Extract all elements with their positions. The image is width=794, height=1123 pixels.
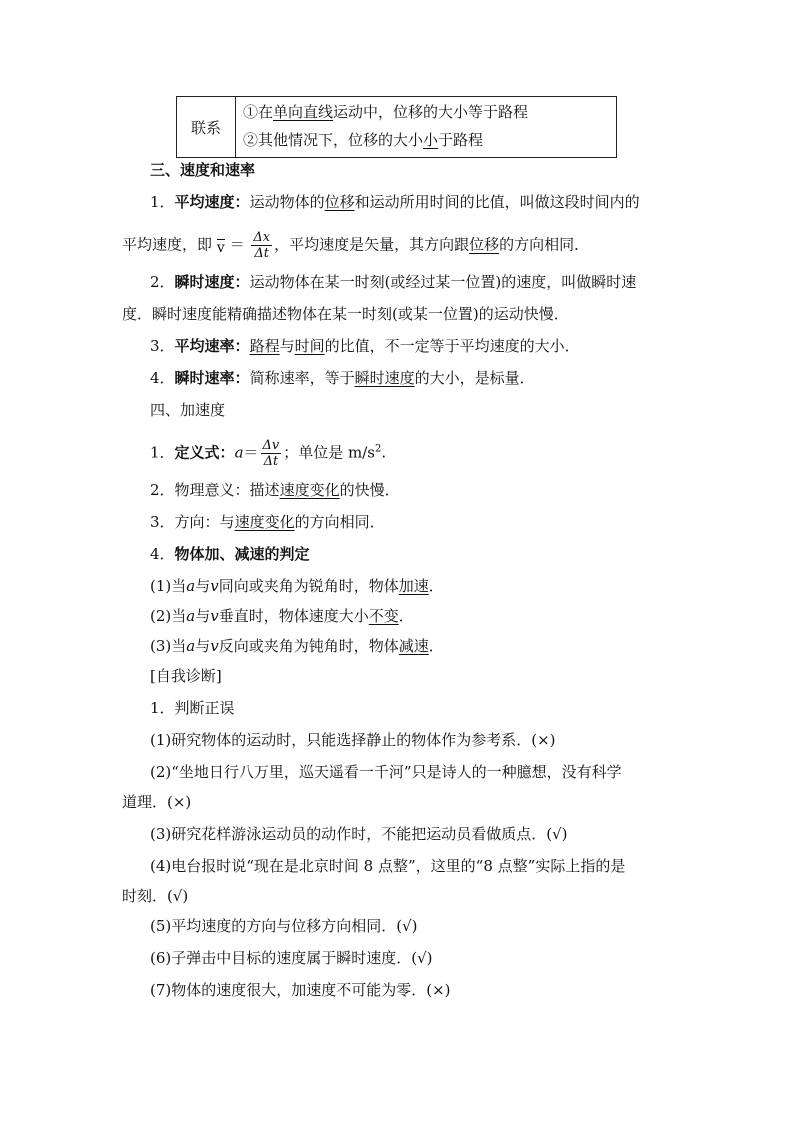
numerator: Δv — [262, 438, 280, 453]
statement-5: (5)平均速度的方向与位移方向相同．(√) — [150, 917, 418, 935]
term-label: 瞬时速度： — [174, 273, 250, 291]
acceleration-judgement-heading — [150, 544, 310, 564]
equals-sign: ＝ — [243, 443, 259, 462]
acceleration-meaning — [150, 480, 400, 500]
statement-2-line2: 道理．(×) — [122, 793, 192, 811]
v-letter: v — [216, 239, 225, 256]
item-index: 3． — [150, 513, 175, 531]
text: 的方向相同． — [294, 513, 385, 531]
paragraph-instant-speed — [150, 368, 535, 388]
underlined-text: 位移 — [469, 235, 500, 254]
text: 方向：与 — [174, 513, 235, 531]
numerator: Δx — [253, 230, 271, 245]
case-3 — [150, 636, 444, 656]
item-index: 4． — [150, 545, 175, 563]
item-index: 1． — [150, 193, 175, 211]
equals-sign: ＝ — [229, 235, 245, 254]
text: 垂直时，物体速度大小 — [218, 607, 369, 625]
statement-4-line2: 时刻．(√) — [122, 887, 189, 905]
text: 运动物体在某一时刻(或经过某一位置)的速度，叫做瞬时速 — [249, 273, 637, 291]
a-symbol: a — [186, 577, 196, 595]
section-heading-4: 四、加速度 — [150, 401, 226, 419]
table-header-cell: 联系 — [177, 97, 236, 157]
underlined-text: 加速 — [398, 577, 429, 595]
underlined-text: 小 — [423, 131, 439, 149]
term-label: 平均速率： — [174, 337, 250, 355]
text: ②其他情况下，位移的大小 — [243, 131, 424, 149]
acceleration-definition — [150, 438, 386, 469]
text: 和运动所用时间的比值，叫做这段时间内的 — [354, 193, 640, 211]
text: ①在 — [243, 103, 274, 121]
statement-7: (7)物体的速度很大，加速度不可能为零．(×) — [150, 981, 451, 999]
text: 与 — [195, 637, 211, 655]
paragraph-average-speed — [150, 336, 580, 356]
paragraph-instant-velocity-line2: 度．瞬时速度能精确描述物体在某一时刻(或某一位置)的运动快慢． — [122, 305, 569, 323]
text: ． — [428, 637, 444, 655]
denominator: Δt — [254, 246, 270, 261]
a-symbol: a — [234, 443, 244, 462]
term-label: 瞬时速率： — [174, 369, 250, 387]
paragraph-instant-velocity-line1 — [150, 272, 636, 292]
term-label: 定义式： — [174, 443, 235, 462]
self-diagnosis-heading: [自我诊断] — [150, 667, 222, 685]
underlined-text: 速度变化 — [279, 481, 340, 499]
fraction-dv-dt — [261, 438, 282, 469]
term-label: 平均速度： — [174, 193, 250, 211]
section-heading-3: 三、速度和速率 — [150, 161, 256, 179]
text: ． — [428, 577, 444, 595]
text: 与 — [279, 337, 295, 355]
underlined-text: 减速 — [398, 637, 429, 655]
a-symbol: a — [186, 637, 196, 655]
statement-6: (6)子弹击中目标的速度属于瞬时速度．(√) — [150, 949, 433, 967]
judgement-heading: 1．判断正误 — [150, 699, 235, 717]
case-2 — [150, 606, 414, 626]
text: 运动中，位移的大小等于路程 — [333, 103, 529, 121]
text: 于路程 — [438, 131, 484, 149]
acceleration-direction — [150, 512, 385, 532]
superscript: 2 — [375, 443, 382, 455]
text: 与 — [195, 607, 211, 625]
text: 同向或夹角为锐角时，物体 — [218, 577, 399, 595]
underlined-text: 速度变化 — [234, 513, 295, 531]
a-symbol: a — [186, 607, 196, 625]
text: . — [381, 443, 387, 462]
text: 运动物体的 — [249, 193, 325, 211]
underlined-text: 单向直线 — [273, 103, 334, 121]
item-index: 4． — [150, 369, 175, 387]
term-label: 物体加、减速的判定 — [174, 545, 310, 563]
v-bar-symbol — [216, 239, 225, 256]
case-1 — [150, 576, 444, 596]
text: (2)当 — [150, 607, 187, 625]
table-row-2 — [243, 129, 483, 150]
statement-4-line1: (4)电台报时说“现在是北京时间 8 点整”，这里的“8 点整”实际上指的是 — [150, 857, 626, 875]
v-symbol: v — [210, 607, 219, 625]
statement-1: (1)研究物体的运动时，只能选择静止的物体作为参考系．(×) — [150, 731, 556, 749]
text: 的大小，是标量． — [414, 369, 535, 387]
underlined-text: 路程 — [249, 337, 280, 355]
text: 平均速度，即 — [122, 235, 213, 254]
text: 的快慢． — [339, 481, 400, 499]
underlined-text: 时间 — [294, 337, 325, 355]
item-index: 3． — [150, 337, 175, 355]
text: 与 — [195, 577, 211, 595]
table-row-1 — [243, 101, 528, 122]
underlined-text: 位移 — [324, 193, 355, 211]
item-index: 1． — [150, 443, 175, 462]
paragraph-average-velocity-line1 — [150, 192, 640, 212]
text: (1)当 — [150, 577, 187, 595]
v-symbol: v — [210, 637, 219, 655]
text: 物理意义：描述 — [174, 481, 280, 499]
paragraph-average-velocity-line2 — [122, 230, 589, 261]
text: ，平均速度是矢量，其方向跟 — [274, 235, 470, 254]
statement-2-line1: (2)“坐地日行八万里，巡天遥看一千河”只是诗人的一种臆想，没有科学 — [150, 763, 622, 781]
underlined-text: 瞬时速度 — [354, 369, 415, 387]
fraction-dx-dt — [251, 230, 272, 261]
text: ． — [398, 607, 414, 625]
text: (3)当 — [150, 637, 187, 655]
text: ；单位是 m/s — [283, 443, 376, 462]
item-index: 2． — [150, 273, 175, 291]
statement-3: (3)研究花样游泳运动员的动作时，不能把运动员看做质点．(√) — [150, 825, 568, 843]
relation-table — [176, 96, 617, 158]
item-index: 2． — [150, 481, 175, 499]
denominator: Δt — [263, 454, 279, 469]
text: 反向或夹角为钝角时，物体 — [218, 637, 399, 655]
text: 的方向相同． — [499, 235, 590, 254]
underlined-text: 不变 — [368, 607, 399, 625]
text: 简称速率，等于 — [249, 369, 355, 387]
text: 的比值，不一定等于平均速度的大小． — [324, 337, 580, 355]
v-symbol: v — [210, 577, 219, 595]
